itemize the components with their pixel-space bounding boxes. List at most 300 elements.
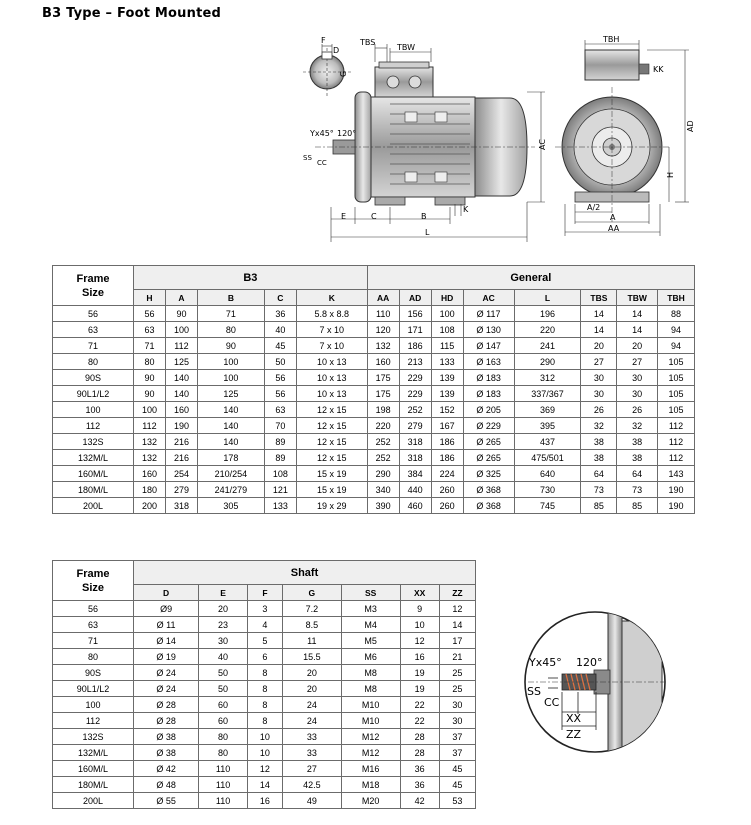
table-cell: 140: [197, 418, 264, 434]
table-cell: 216: [165, 434, 197, 450]
table-cell: 110: [199, 761, 248, 777]
table-cell: 42: [400, 793, 439, 809]
table-cell: 14: [617, 322, 658, 338]
table-cell: 70: [264, 418, 296, 434]
frame-size-cell: 180M/L: [53, 482, 134, 498]
table-cell: 140: [197, 402, 264, 418]
table-cell: 152: [431, 402, 463, 418]
table-cell: Ø9: [134, 601, 199, 617]
table-cell: 252: [399, 402, 431, 418]
table-row: [53, 322, 695, 338]
keyway-section-view: [303, 36, 351, 96]
frame-size-header: Frame Size: [53, 561, 134, 601]
table-cell: 42.5: [282, 777, 341, 793]
table-cell: Ø 28: [134, 713, 199, 729]
table-cell: 440: [399, 482, 431, 498]
table-cell: 125: [165, 354, 197, 370]
table-cell: 640: [514, 466, 581, 482]
table-cell: Ø 265: [463, 434, 514, 450]
table-cell: 73: [581, 482, 617, 498]
table-cell: Ø 55: [134, 793, 199, 809]
table-cell: 213: [399, 354, 431, 370]
table-cell: 11: [282, 633, 341, 649]
table-cell: 20: [617, 338, 658, 354]
table-cell: 28: [400, 729, 439, 745]
table-cell: M18: [341, 777, 400, 793]
table-cell: 50: [264, 354, 296, 370]
b3-col-header: TBW: [617, 290, 658, 306]
label-Yx45: Yx45°: [310, 129, 334, 138]
table-row: [53, 793, 476, 809]
table-cell: 38: [581, 434, 617, 450]
table-cell: 71: [134, 338, 166, 354]
table-cell: 7 x 10: [296, 338, 367, 354]
label-A: A: [610, 213, 616, 222]
table-cell: 33: [282, 745, 341, 761]
table-row: [53, 338, 695, 354]
table-cell: 30: [199, 633, 248, 649]
table-cell: Ø 42: [134, 761, 199, 777]
table-cell: 12: [400, 633, 439, 649]
table-row: [53, 697, 476, 713]
table-cell: 105: [657, 386, 694, 402]
general-group-header: General: [367, 266, 694, 290]
table-cell: 105: [657, 354, 694, 370]
table-cell: 71: [197, 306, 264, 322]
table-cell: M12: [341, 729, 400, 745]
table-cell: 224: [431, 466, 463, 482]
table-cell: 36: [264, 306, 296, 322]
table-cell: Ø 14: [134, 633, 199, 649]
table-cell: 312: [514, 370, 581, 386]
table-row: [53, 745, 476, 761]
b3-col-header: HD: [431, 290, 463, 306]
table-cell: 305: [197, 498, 264, 514]
table-cell: 186: [431, 450, 463, 466]
table-row: [53, 466, 695, 482]
table-cell: 32: [581, 418, 617, 434]
shaft-col-header: SS: [341, 585, 400, 601]
frame-size-cell: 90L1/L2: [53, 386, 134, 402]
table-cell: 395: [514, 418, 581, 434]
shaft-group-header: Shaft: [134, 561, 476, 585]
table-cell: 38: [581, 450, 617, 466]
table-row: [53, 729, 476, 745]
b3-column-headers: [53, 290, 695, 306]
table-cell: 45: [439, 777, 475, 793]
label-B: B: [421, 212, 427, 221]
table-cell: 186: [431, 434, 463, 450]
table-cell: Ø 163: [463, 354, 514, 370]
table-cell: Ø 38: [134, 745, 199, 761]
shaft-col-header: F: [247, 585, 282, 601]
table-cell: 110: [199, 777, 248, 793]
table-row: [53, 617, 476, 633]
table-cell: Ø 368: [463, 482, 514, 498]
table-cell: 139: [431, 386, 463, 402]
table-cell: 90: [134, 386, 166, 402]
table-cell: 290: [367, 466, 399, 482]
table-cell: Ø 28: [134, 697, 199, 713]
table-cell: 110: [367, 306, 399, 322]
table-cell: 10: [247, 745, 282, 761]
table-cell: 14: [247, 777, 282, 793]
table-cell: 186: [399, 338, 431, 354]
table-cell: 8: [247, 665, 282, 681]
table-cell: 27: [617, 354, 658, 370]
frame-size-cell: 180M/L: [53, 777, 134, 793]
label-AD: AD: [686, 120, 695, 132]
table-cell: 241/279: [197, 482, 264, 498]
table-cell: 26: [581, 402, 617, 418]
table-cell: 30: [581, 386, 617, 402]
table-cell: 94: [657, 338, 694, 354]
table-cell: Ø 205: [463, 402, 514, 418]
table-cell: Ø 265: [463, 450, 514, 466]
table-cell: 390: [367, 498, 399, 514]
table-cell: 37: [439, 729, 475, 745]
table-cell: 20: [282, 665, 341, 681]
table-cell: 160: [165, 402, 197, 418]
label-C: C: [371, 212, 377, 221]
frame-size-cell: 90S: [53, 370, 134, 386]
frame-size-cell: 63: [53, 322, 134, 338]
table-cell: 15 x 19: [296, 482, 367, 498]
b3-col-header: L: [514, 290, 581, 306]
table-cell: 45: [439, 761, 475, 777]
table-cell: 254: [165, 466, 197, 482]
table-cell: 25: [439, 665, 475, 681]
label-TBS: TBS: [360, 38, 376, 47]
table-cell: 24: [282, 713, 341, 729]
table-cell: 100: [165, 322, 197, 338]
table-row: [53, 498, 695, 514]
table-cell: 8: [247, 697, 282, 713]
frame-size-cell: 90L1/L2: [53, 681, 134, 697]
table-cell: 85: [617, 498, 658, 514]
table-cell: 20: [199, 601, 248, 617]
table-row: [53, 434, 695, 450]
table-cell: 14: [439, 617, 475, 633]
label-AA: AA: [608, 224, 620, 233]
table-cell: 100: [134, 402, 166, 418]
label-F: F: [321, 36, 326, 45]
table-cell: M12: [341, 745, 400, 761]
table-cell: M3: [341, 601, 400, 617]
table-cell: 64: [617, 466, 658, 482]
table-cell: 40: [199, 649, 248, 665]
table-cell: 279: [165, 482, 197, 498]
table-cell: 45: [264, 338, 296, 354]
table-cell: 14: [617, 306, 658, 322]
table-cell: 89: [264, 450, 296, 466]
table-cell: 178: [197, 450, 264, 466]
b3-table-body: [53, 306, 695, 514]
shaft-col-header: D: [134, 585, 199, 601]
table-cell: M4: [341, 617, 400, 633]
table-cell: 38: [617, 434, 658, 450]
table-cell: 30: [581, 370, 617, 386]
table-cell: 64: [581, 466, 617, 482]
table-cell: 229: [399, 386, 431, 402]
table-cell: 112: [657, 450, 694, 466]
shaft-table-body: [53, 601, 476, 809]
label-TBH: TBH: [603, 35, 620, 44]
frame-size-cell: 132S: [53, 434, 134, 450]
b3-group-header: B3: [134, 266, 368, 290]
table-cell: 14: [581, 306, 617, 322]
table-cell: Ø 19: [134, 649, 199, 665]
table-cell: 8.5: [282, 617, 341, 633]
table-cell: 140: [165, 370, 197, 386]
table-cell: M16: [341, 761, 400, 777]
table-cell: 112: [134, 418, 166, 434]
table-cell: 7 x 10: [296, 322, 367, 338]
table-cell: 8: [247, 681, 282, 697]
table-cell: Ø 48: [134, 777, 199, 793]
frame-size-cell: 100: [53, 402, 134, 418]
b3-col-header: A: [165, 290, 197, 306]
table-cell: 23: [199, 617, 248, 633]
table-cell: 112: [657, 418, 694, 434]
table-cell: 60: [199, 697, 248, 713]
table-cell: 36: [400, 777, 439, 793]
b3-col-header: AD: [399, 290, 431, 306]
table-cell: 50: [199, 681, 248, 697]
detail-label-Yx45: Yx45°: [529, 656, 562, 669]
table-row: [53, 761, 476, 777]
table-cell: 196: [514, 306, 581, 322]
table-cell: 260: [431, 498, 463, 514]
table-cell: M8: [341, 665, 400, 681]
table-cell: 369: [514, 402, 581, 418]
table-cell: 125: [197, 386, 264, 402]
table-cell: 318: [399, 434, 431, 450]
label-TBW: TBW: [397, 43, 415, 52]
table-cell: Ø 117: [463, 306, 514, 322]
table-cell: 15 x 19: [296, 466, 367, 482]
b3-general-table: [52, 265, 695, 514]
table-cell: 6: [247, 649, 282, 665]
table-row: [53, 681, 476, 697]
table-row: [53, 370, 695, 386]
table-cell: 80: [134, 354, 166, 370]
frame-size-cell: 56: [53, 601, 134, 617]
table-cell: 5.8 x 8.8: [296, 306, 367, 322]
label-A2: A/2: [587, 203, 601, 212]
table-cell: 175: [367, 386, 399, 402]
table-row: [53, 665, 476, 681]
table-cell: 5: [247, 633, 282, 649]
table-cell: 88: [657, 306, 694, 322]
table-cell: 133: [431, 354, 463, 370]
table-cell: 108: [264, 466, 296, 482]
table-cell: 110: [199, 793, 248, 809]
table-cell: 19 x 29: [296, 498, 367, 514]
frame-size-cell: 112: [53, 713, 134, 729]
table-cell: 200: [134, 498, 166, 514]
table-cell: 80: [197, 322, 264, 338]
table-cell: 12 x 15: [296, 450, 367, 466]
table-cell: 190: [657, 498, 694, 514]
table-cell: Ø 38: [134, 729, 199, 745]
table-cell: 105: [657, 402, 694, 418]
table-cell: 167: [431, 418, 463, 434]
table-row: [53, 649, 476, 665]
table-row: [53, 354, 695, 370]
table-cell: 132: [134, 450, 166, 466]
table-cell: 89: [264, 434, 296, 450]
table-row: [53, 633, 476, 649]
table-cell: 80: [199, 745, 248, 761]
table-cell: 32: [617, 418, 658, 434]
table-cell: Ø 368: [463, 498, 514, 514]
frame-size-cell: 112: [53, 418, 134, 434]
frame-size-cell: 80: [53, 354, 134, 370]
table-cell: 160: [367, 354, 399, 370]
table-cell: 16: [247, 793, 282, 809]
table-cell: 132: [134, 434, 166, 450]
table-cell: M10: [341, 713, 400, 729]
frame-size-cell: 90S: [53, 665, 134, 681]
table-cell: 139: [431, 370, 463, 386]
table-cell: 94: [657, 322, 694, 338]
shaft-col-header: E: [199, 585, 248, 601]
table-cell: 25: [439, 681, 475, 697]
b3-col-header: B: [197, 290, 264, 306]
frame-size-cell: 132M/L: [53, 745, 134, 761]
frame-size-cell: 71: [53, 633, 134, 649]
table-row: [53, 386, 695, 402]
label-K: K: [463, 205, 469, 214]
table-cell: 132: [367, 338, 399, 354]
table-cell: 80: [199, 729, 248, 745]
shaft-col-header: ZZ: [439, 585, 475, 601]
table-cell: 20: [581, 338, 617, 354]
table-cell: 340: [367, 482, 399, 498]
detail-label-SS: SS: [527, 685, 541, 698]
table-cell: M5: [341, 633, 400, 649]
table-cell: 33: [282, 729, 341, 745]
table-row: [53, 713, 476, 729]
table-cell: M8: [341, 681, 400, 697]
table-cell: 216: [165, 450, 197, 466]
table-cell: 745: [514, 498, 581, 514]
table-cell: 115: [431, 338, 463, 354]
b3-col-header: K: [296, 290, 367, 306]
label-CC: CC: [317, 159, 327, 167]
table-cell: 140: [165, 386, 197, 402]
table-cell: 14: [581, 322, 617, 338]
frame-size-cell: 200L: [53, 793, 134, 809]
table-cell: 10: [400, 617, 439, 633]
table-cell: 22: [400, 697, 439, 713]
table-cell: 112: [657, 434, 694, 450]
frame-size-cell: 71: [53, 338, 134, 354]
table-cell: 175: [367, 370, 399, 386]
table-cell: 90: [165, 306, 197, 322]
table-cell: 190: [657, 482, 694, 498]
table-row: [53, 601, 476, 617]
label-AC: AC: [538, 139, 547, 150]
table-cell: 318: [165, 498, 197, 514]
table-cell: Ø 183: [463, 370, 514, 386]
table-cell: 384: [399, 466, 431, 482]
table-cell: 17: [439, 633, 475, 649]
table-cell: 143: [657, 466, 694, 482]
table-cell: 10: [247, 729, 282, 745]
table-cell: 12 x 15: [296, 402, 367, 418]
table-cell: 252: [367, 450, 399, 466]
table-cell: 19: [400, 665, 439, 681]
detail-label-120deg: 120°: [576, 656, 603, 669]
table-cell: 475/501: [514, 450, 581, 466]
table-cell: 100: [197, 370, 264, 386]
table-cell: 60: [199, 713, 248, 729]
frame-size-cell: 160M/L: [53, 466, 134, 482]
table-row: [53, 777, 476, 793]
table-cell: Ø 24: [134, 681, 199, 697]
b3-col-header: TBH: [657, 290, 694, 306]
table-cell: 16: [400, 649, 439, 665]
label-KK: KK: [653, 65, 664, 74]
table-cell: 12: [439, 601, 475, 617]
label-H: H: [666, 171, 675, 178]
table-cell: 229: [399, 370, 431, 386]
table-cell: 90: [134, 370, 166, 386]
table-cell: 37: [439, 745, 475, 761]
label-L: L: [425, 228, 430, 237]
table-cell: 9: [400, 601, 439, 617]
table-cell: Ø 229: [463, 418, 514, 434]
table-row: [53, 306, 695, 322]
table-cell: 56: [134, 306, 166, 322]
table-cell: 241: [514, 338, 581, 354]
detail-label-ZZ: ZZ: [566, 728, 582, 741]
table-cell: 22: [400, 713, 439, 729]
table-cell: 10 x 13: [296, 386, 367, 402]
table-cell: 120: [367, 322, 399, 338]
table-cell: 190: [165, 418, 197, 434]
table-row: [53, 402, 695, 418]
table-cell: M10: [341, 697, 400, 713]
frame-size-cell: 200L: [53, 498, 134, 514]
table-cell: 198: [367, 402, 399, 418]
table-cell: 171: [399, 322, 431, 338]
table-cell: 121: [264, 482, 296, 498]
label-G: G: [339, 70, 348, 77]
table-cell: 730: [514, 482, 581, 498]
motor-dimension-drawing: [295, 32, 715, 247]
table-cell: 220: [367, 418, 399, 434]
table-cell: 27: [581, 354, 617, 370]
table-cell: 100: [197, 354, 264, 370]
table-cell: M6: [341, 649, 400, 665]
label-D: D: [333, 46, 340, 55]
table-cell: 260: [431, 482, 463, 498]
table-cell: 252: [367, 434, 399, 450]
table-cell: 318: [399, 450, 431, 466]
b3-col-header: AC: [463, 290, 514, 306]
table-cell: 53: [439, 793, 475, 809]
table-cell: Ø 11: [134, 617, 199, 633]
table-cell: 10 x 13: [296, 370, 367, 386]
table-cell: 10 x 13: [296, 354, 367, 370]
table-cell: 12: [247, 761, 282, 777]
table-cell: 21: [439, 649, 475, 665]
table-cell: 220: [514, 322, 581, 338]
table-cell: 160: [134, 466, 166, 482]
